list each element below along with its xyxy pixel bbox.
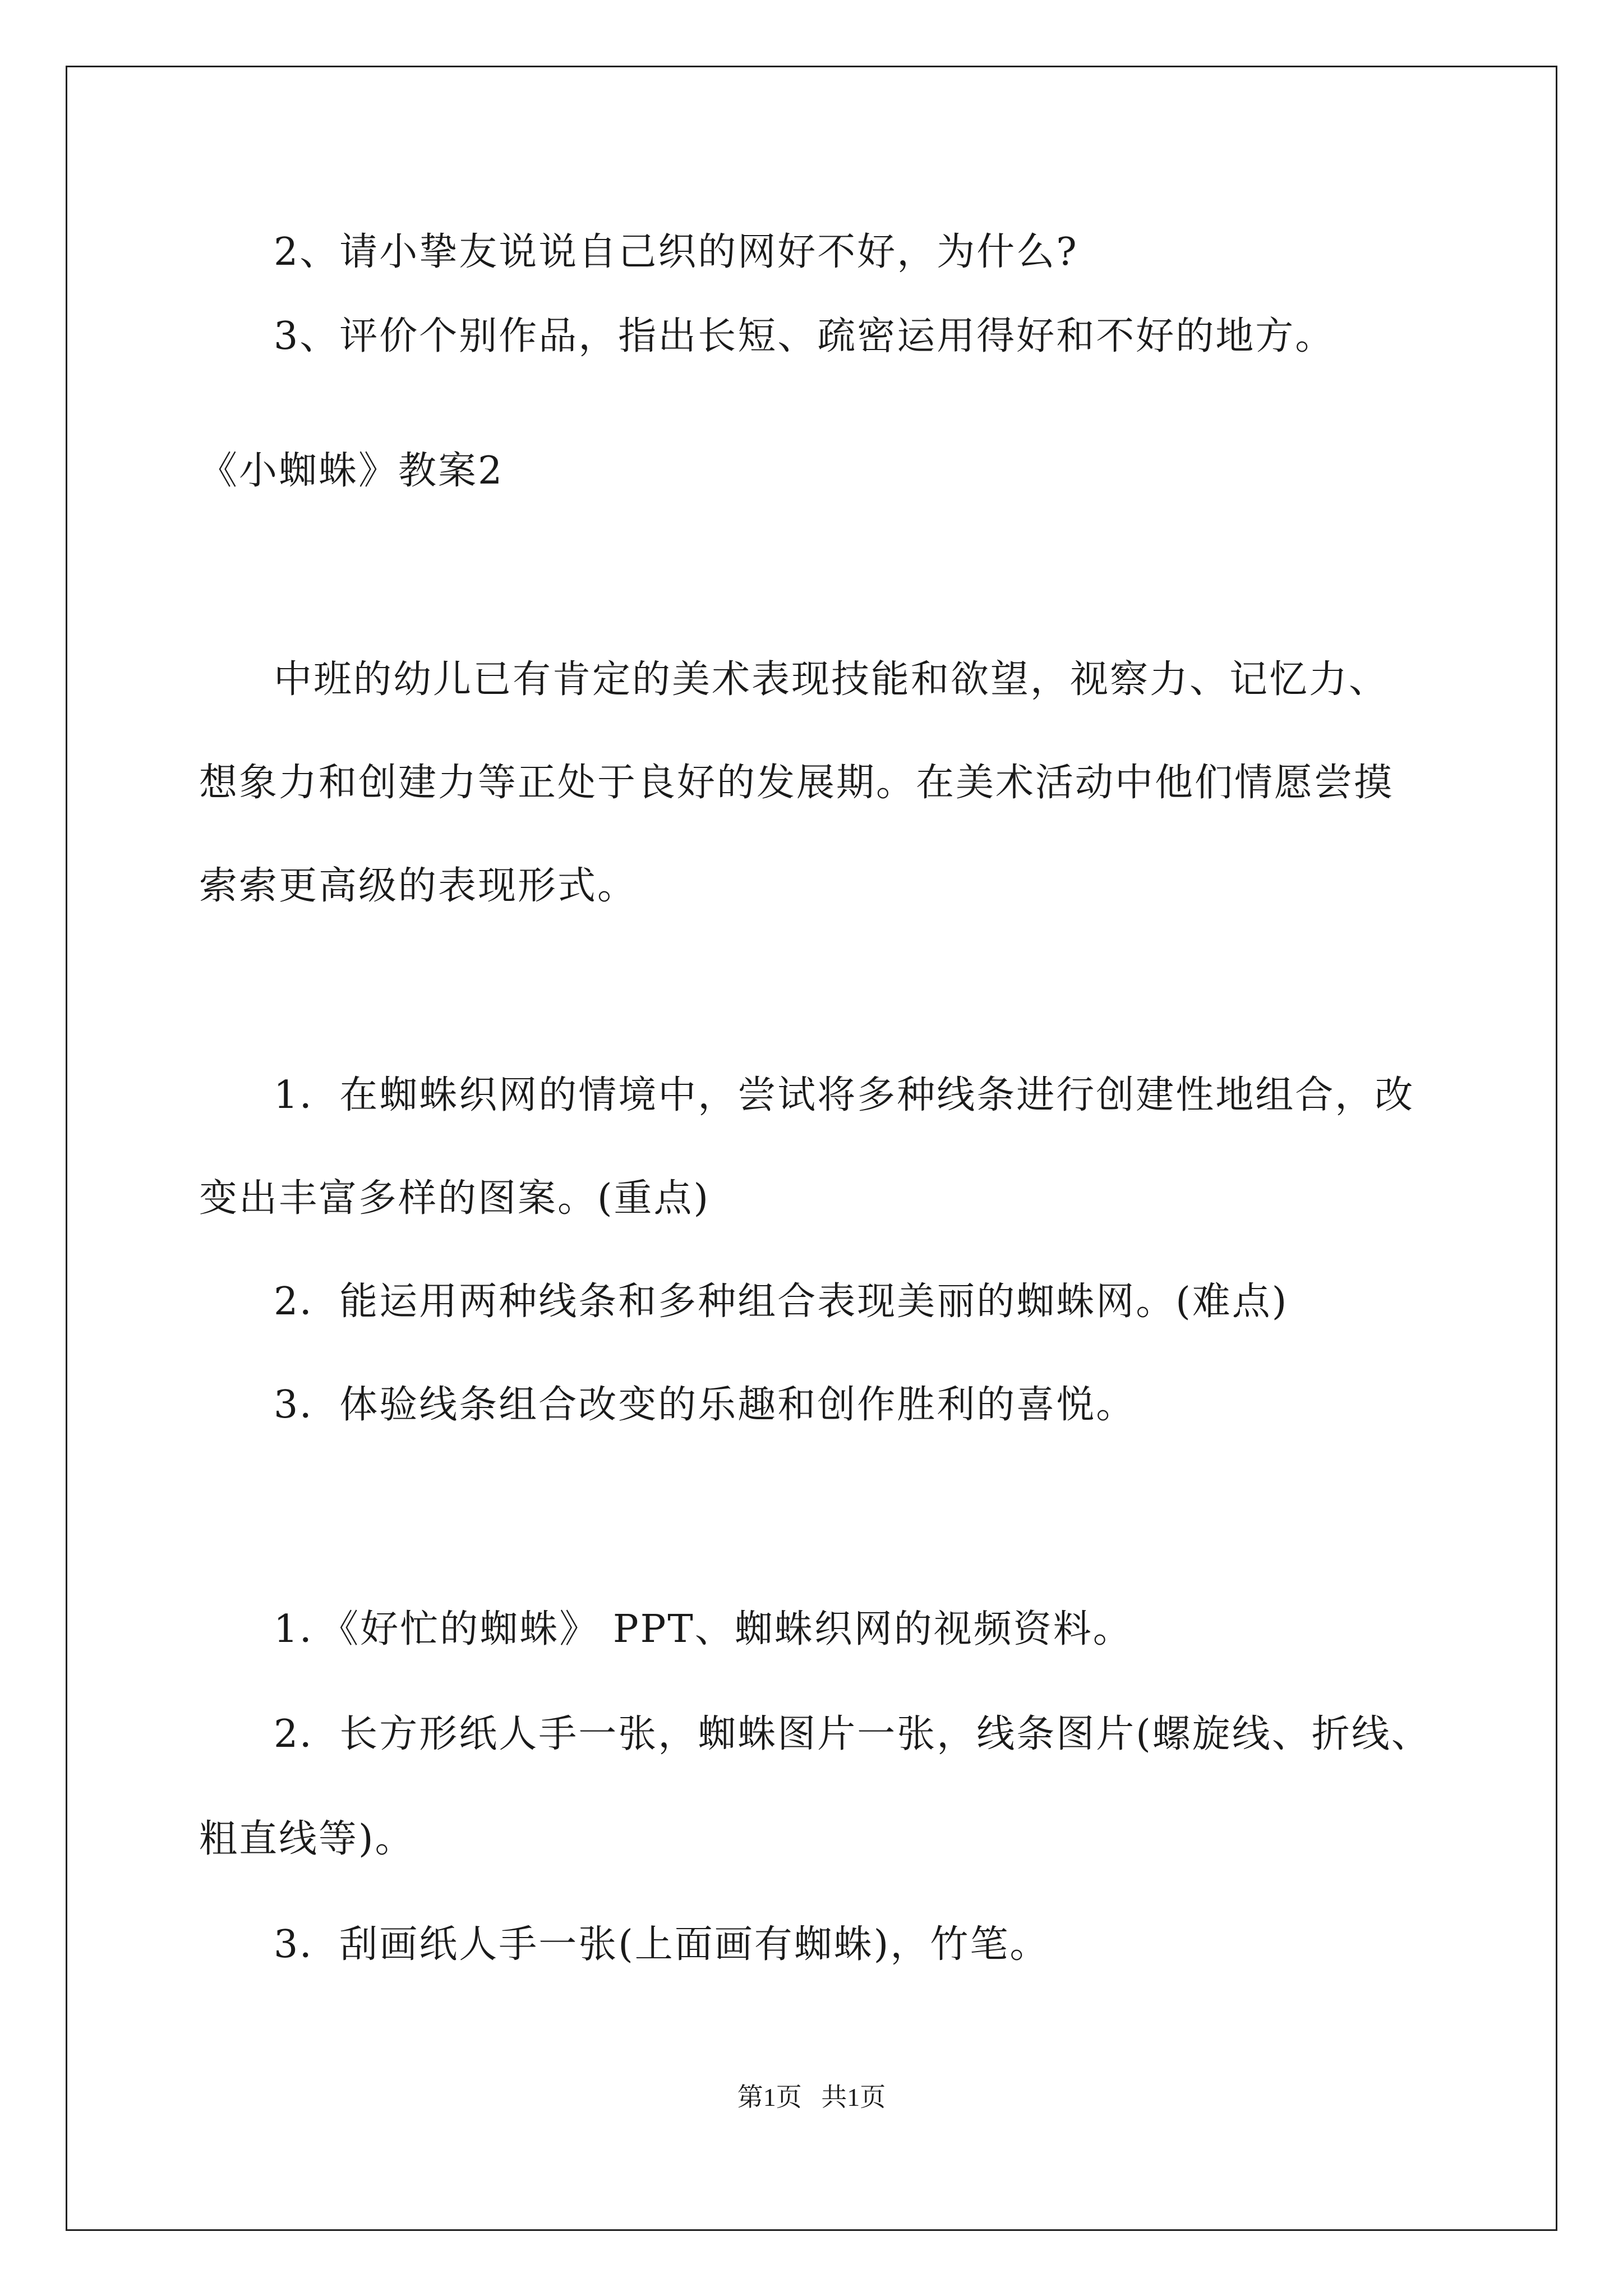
text-line-evaluate-own-web: 2、请小挚友说说自己织的网好不好，为什么? (274, 230, 1078, 274)
goal-3: 3．体验线条组合改变的乐趣和创作胜利的喜悦。 (274, 1383, 1136, 1427)
material-2-line-2: 粗直线等)。 (199, 1817, 415, 1861)
text-line-intro-2: 想象力和创建力等正处于良好的发展期。在美术活动中他们情愿尝摸 (199, 761, 1394, 805)
goal-1-line-1: 1．在蜘蛛织网的情境中，尝试将多种线条进行创建性地组合，改 (274, 1073, 1415, 1117)
material-2-line-1: 2．长方形纸人手一张，蜘蛛图片一张，线条图片(螺旋线、折线、 (274, 1712, 1431, 1756)
page-border (66, 66, 1557, 2231)
page-footer: 第1页 共1页 (737, 2083, 886, 2111)
text-line-evaluate-works: 3、评价个别作品，指出长短、疏密运用得好和不好的地方。 (274, 314, 1335, 358)
material-3: 3．刮画纸人手一张(上面画有蜘蛛)，竹笔。 (274, 1922, 1050, 1967)
text-line-intro-1: 中班的幼儿已有肯定的美术表现技能和欲望，视察力、记忆力、 (274, 657, 1389, 702)
goal-1-line-2: 变出丰富多样的图案。(重点) (199, 1176, 711, 1221)
section-title-lesson-2: 《小蜘蛛》教案2 (199, 449, 504, 493)
goal-2: 2．能运用两种线条和多种组合表现美丽的蜘蛛网。(难点) (274, 1280, 1289, 1324)
text-line-intro-3: 索索更高级的表现形式。 (199, 864, 638, 908)
material-1: 1．《好忙的蜘蛛》 PPT、蜘蛛织网的视频资料。 (274, 1607, 1133, 1651)
